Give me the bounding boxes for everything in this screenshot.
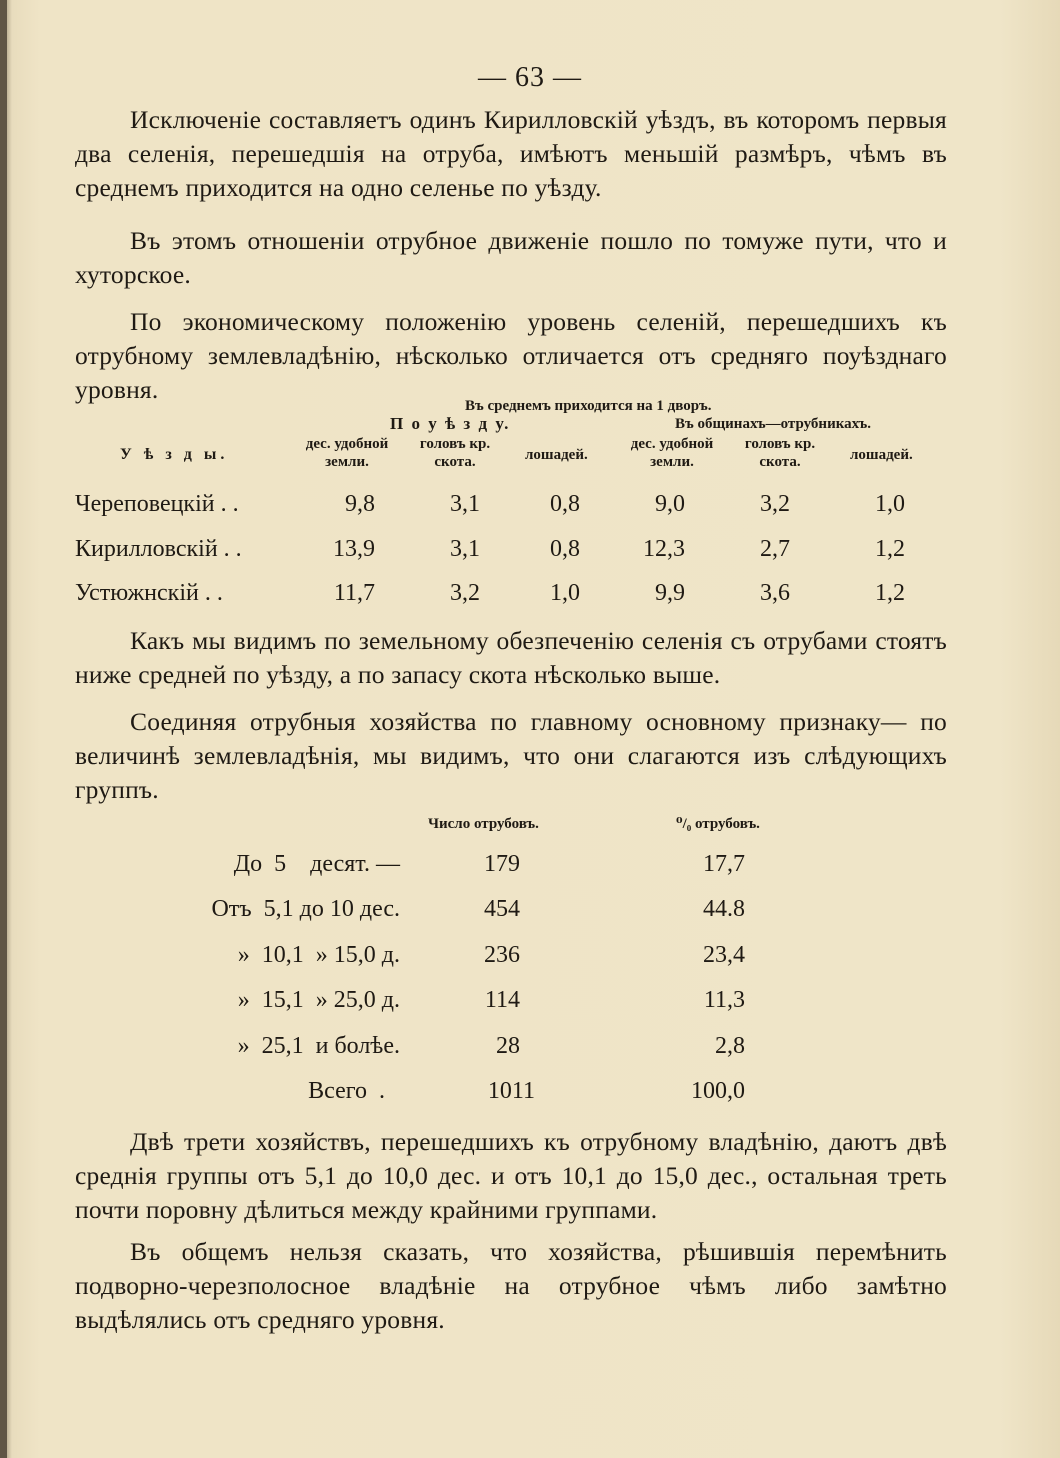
- cell-value: 3,1: [450, 491, 480, 517]
- table1-col-horses-b: лошадей.: [850, 447, 913, 463]
- paragraph-conclusion: Въ общемъ нельзя сказать, что хозяйства, рѣшившія перемѣнить подворно-черезполосное владѣніе на отрубное чѣмъ либо замѣтно выдѣлялись отъ средняго уровня.: [75, 1237, 947, 1334]
- cell-value: 3,1: [450, 536, 480, 562]
- cell-value: 1,0: [550, 580, 580, 606]
- row-percent: 11,3: [703, 987, 745, 1013]
- row-percent: 44.8: [703, 896, 745, 922]
- row-label: Всего .: [308, 1078, 385, 1104]
- row-count: 454: [484, 896, 520, 922]
- table1-col-land-a: дес. удобной земли.: [305, 436, 389, 470]
- cell-value: 2,7: [760, 536, 790, 562]
- paragraph-grouping: Соединяя отрубныя хозяйства по главному основному признаку— по величинѣ землевладѣнія, мы видимъ, что они слагаются изъ слѣдующихъ группъ.: [75, 707, 947, 804]
- table2-col-percent: ⁰/₀ отрубовъ.: [676, 816, 760, 832]
- row-count: 1011: [487, 1078, 535, 1104]
- row-label: » 25,1 и болѣе.: [237, 1033, 400, 1059]
- row-percent: 100,0: [691, 1078, 745, 1104]
- row-count: 236: [484, 942, 520, 968]
- table1-header-uezdy: У ѣ з д ы.: [120, 446, 229, 463]
- table1-col-horses-a: лошадей.: [525, 447, 588, 463]
- page-spine-edge: [0, 0, 7, 1458]
- row-label: До 5 десят. —: [233, 851, 400, 877]
- table1-header-top: Въ среднемъ приходится на 1 дворъ.: [465, 398, 712, 414]
- page-number: — 63 —: [478, 62, 582, 93]
- paragraph-two-thirds: Двѣ трети хозяйствъ, перешедшихъ къ отрубному владѣнію, даютъ двѣ среднія группы отъ 5,1 до 10,0 дес. и отъ 10,1 до 15,0 дес., остальная треть почти поровну дѣлиться между крайними группами.: [75, 1127, 947, 1224]
- paragraph-exception: Исключеніе составляетъ одинъ Кирилловскій уѣздъ, въ которомъ первыя два селенія, перешедшія на отруба, имѣютъ меньшій размѣръ, чѣмъ въ среднемъ приходится на одно селенье по уѣзду.: [75, 105, 947, 202]
- cell-value: 13,9: [333, 536, 375, 562]
- row-percent: 17,7: [703, 851, 745, 877]
- cell-value: 0,8: [550, 491, 580, 517]
- row-percent: 23,4: [703, 942, 745, 968]
- row-count: 114: [484, 987, 520, 1013]
- row-name: Кирилловскій . .: [75, 536, 242, 562]
- cell-value: 1,2: [875, 580, 905, 606]
- cell-value: 1,0: [875, 491, 905, 517]
- cell-value: 9,8: [345, 491, 375, 517]
- table1-col-cattle-b: головъ кр. скота.: [744, 436, 816, 470]
- cell-value: 11,7: [333, 580, 375, 606]
- row-label: Отъ 5,1 до 10 дес.: [211, 896, 400, 922]
- row-label: » 15,1 » 25,0 д.: [237, 987, 400, 1013]
- row-name: Устюжнскій . .: [75, 580, 223, 606]
- cell-value: 12,3: [643, 536, 685, 562]
- cell-value: 3,2: [450, 580, 480, 606]
- cell-value: 3,6: [760, 580, 790, 606]
- table1-header-otrubniki: Въ общинахъ—отрубникахъ.: [675, 416, 872, 432]
- cell-value: 3,2: [760, 491, 790, 517]
- table1-col-cattle-a: головъ кр. скота.: [419, 436, 491, 470]
- row-count: 28: [496, 1033, 520, 1059]
- cell-value: 9,0: [655, 491, 685, 517]
- row-label: » 10,1 » 15,0 д.: [237, 942, 400, 968]
- cell-value: 9,9: [655, 580, 685, 606]
- row-name: Череповецкій . .: [75, 491, 239, 517]
- paragraph-relation: Въ этомъ отношеніи отрубное движеніе пошло по томуже пути, что и хуторское.: [75, 226, 947, 289]
- cell-value: 0,8: [550, 536, 580, 562]
- paragraph-comparison: Какъ мы видимъ по земельному обезпеченію селенія съ отрубами стоятъ ниже средней по уѣзду, а по запасу скота нѣсколько выше.: [75, 626, 947, 689]
- row-count: 179: [484, 851, 520, 877]
- cell-value: 1,2: [875, 536, 905, 562]
- table1-header-by-uezd: П о у ѣ з д у.: [390, 414, 511, 433]
- table2-col-count: Число отрубовъ.: [428, 816, 539, 832]
- row-percent: 2,8: [715, 1033, 745, 1059]
- paragraph-economic: По экономическому положенію уровень селеній, перешедшихъ къ отрубному землевладѣнію, нѣсколько отличается отъ средняго поуѣзднаго уровня.: [75, 307, 947, 404]
- table1-col-land-b: дес. удобной земли.: [630, 436, 714, 470]
